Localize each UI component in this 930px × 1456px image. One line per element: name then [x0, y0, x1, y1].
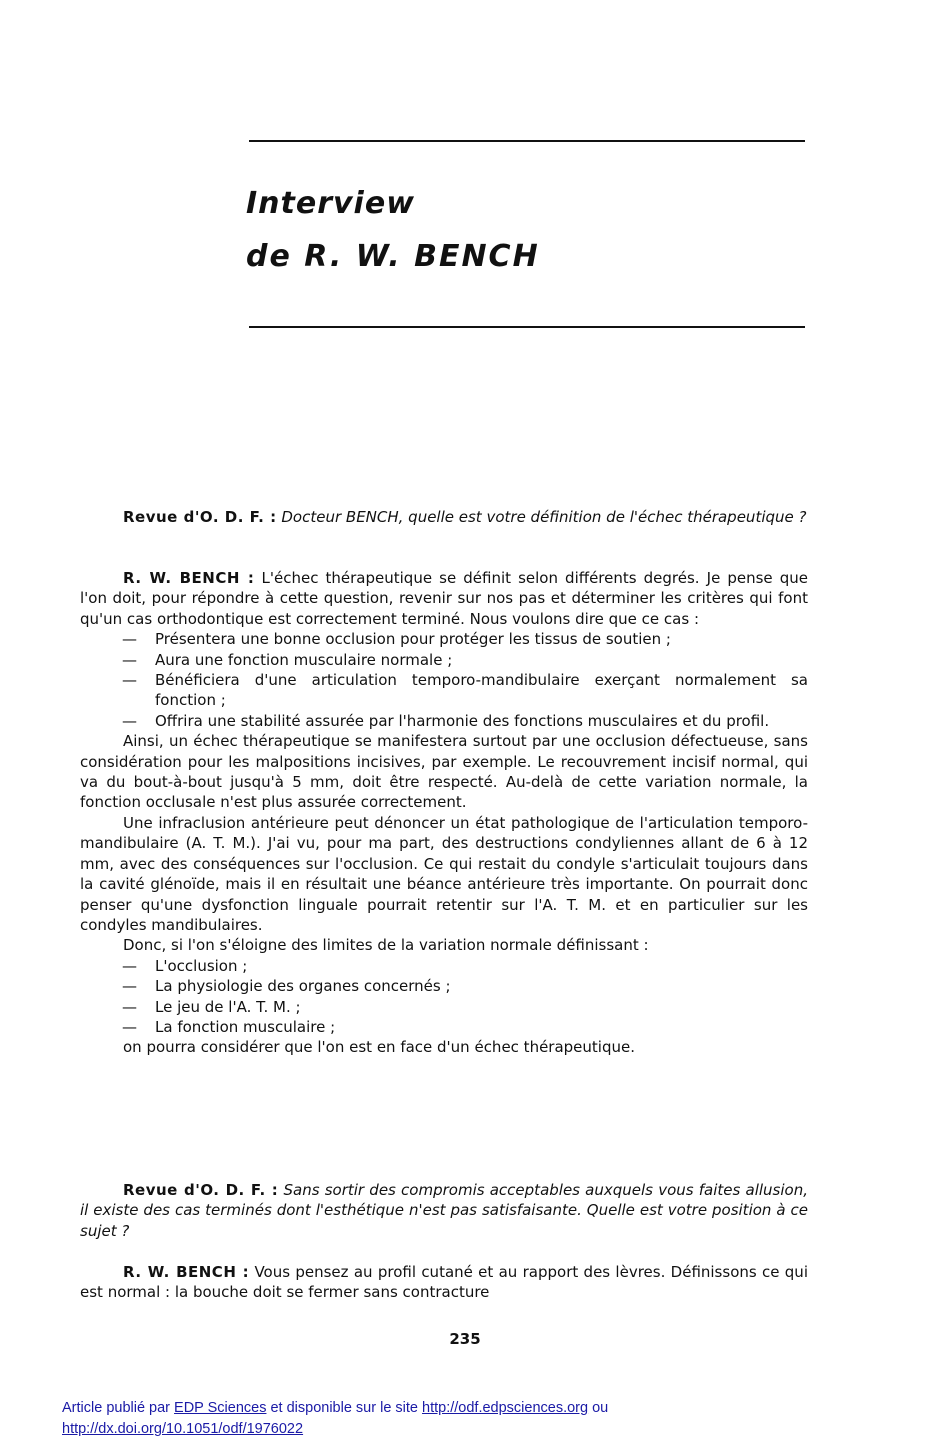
title-line-1: Interview [246, 186, 415, 221]
footer-prefix: Article publié par [62, 1400, 170, 1416]
answer-1-speaker: R. W. BENCH : [123, 569, 255, 587]
question-1-text: Docteur BENCH, quelle est votre définition de l'échec thérapeutique ? [281, 508, 807, 526]
footer-suffix: ou [592, 1400, 609, 1416]
doi-link[interactable]: http://dx.doi.org/10.1051/odf/1976022 [62, 1421, 304, 1437]
answer-1-intro [80, 568, 808, 629]
top-rule [249, 140, 805, 142]
answer-2-text: Vous pensez au profil cutané et au rapport des lèvres. Définissons ce qui est normal : la bouche doit se fermer sans contracture [80, 1263, 808, 1302]
criteria-item: — Aura une fonction musculaire normale ; [80, 650, 808, 670]
limits-item: — Le jeu de l'A. T. M. ; [80, 997, 808, 1017]
title-line-2: de R. W. BENCH [246, 239, 540, 274]
question-1 [80, 507, 808, 527]
criteria-item: — Bénéficiera d'une articulation temporo-mandibulaire exerçant normalement sa fonction ; [80, 670, 808, 711]
criteria-list [80, 629, 808, 731]
page-number: 235 [449, 1330, 481, 1348]
answer-1-paragraph-2: Ainsi, un échec thérapeutique se manifestera surtout par une occlusion défectueuse, sans considération pour les malpositions incisives, par exemple. Le recouvrement incisif normal, qui va du bout-à-bout jusqu'à 5 mm, doit être respecté. Au-delà de cette variation normale, la fonction occlusale n'est plus assurée correctement. [80, 732, 808, 812]
limits-item: — La physiologie des organes concernés ; [80, 976, 808, 996]
question-2 [80, 1180, 808, 1241]
answer-1 [80, 568, 808, 1058]
bottom-rule [249, 326, 805, 328]
answer-2-speaker: R. W. BENCH : [123, 1263, 250, 1281]
criteria-item: — Présentera une bonne occlusion pour protéger les tissus de soutien ; [80, 629, 808, 649]
answer-1-paragraph-3: Une infraclusion antérieure peut dénoncer un état pathologique de l'articulation temporo-mandibulaire (A. T. M.). J'ai vu, pour ma part, des destructions condyliennes allant de 6 à 12 mm, avec des conséquences sur l'occlusion. Ce qui restait du condyle s'articulait toujours dans la cavité glénoïde, mais il en résultait une béance antérieure très importante. On pourrait donc penser qu'une dysfonction linguale pourrait retentir sur l'A. T. M. et en particulier sur les condyles mandibulaires. [80, 813, 808, 934]
interview-block-1 [80, 507, 808, 527]
answer-1-conclusion: on pourra considérer que l'on est en face d'un échec thérapeutique. [123, 1038, 635, 1057]
site-link[interactable]: http://odf.edpsciences.org [422, 1400, 589, 1416]
publisher-link[interactable]: EDP Sciences [174, 1400, 267, 1416]
answer-1-paragraph-4: Donc, si l'on s'éloigne des limites de la variation normale définissant : [123, 936, 649, 955]
limits-item: — La fonction musculaire ; [80, 1017, 808, 1037]
publisher-footer [62, 1398, 882, 1440]
criteria-item: — Offrira une stabilité assurée par l'harmonie des fonctions musculaires et du profil. [80, 711, 808, 731]
limits-list [80, 956, 808, 1038]
question-2-speaker: Revue d'O. D. F. : [123, 1181, 279, 1199]
answer-2 [80, 1262, 808, 1303]
answer-2-paragraph [80, 1262, 808, 1303]
limits-item: — L'occlusion ; [80, 956, 808, 976]
answer-1-intro-text: L'échec thérapeutique se définit selon différents degrés. Je pense que l'on doit, pour répondre à cette question, revenir sur nos pas et déterminer les critères qui font qu'un cas orthodontique est correctement terminé. Nous voulons dire que ce cas : [80, 569, 808, 628]
interview-block-2 [80, 1180, 808, 1241]
question-2-text: Sans sortir des compromis acceptables auxquels vous faites allusion, il existe des cas terminés dont l'esthétique n'est pas satisfaisante. Quelle est votre position à ce sujet ? [80, 1181, 808, 1240]
question-1-speaker: Revue d'O. D. F. : [123, 508, 277, 526]
footer-middle: et disponible sur le site [270, 1400, 418, 1416]
